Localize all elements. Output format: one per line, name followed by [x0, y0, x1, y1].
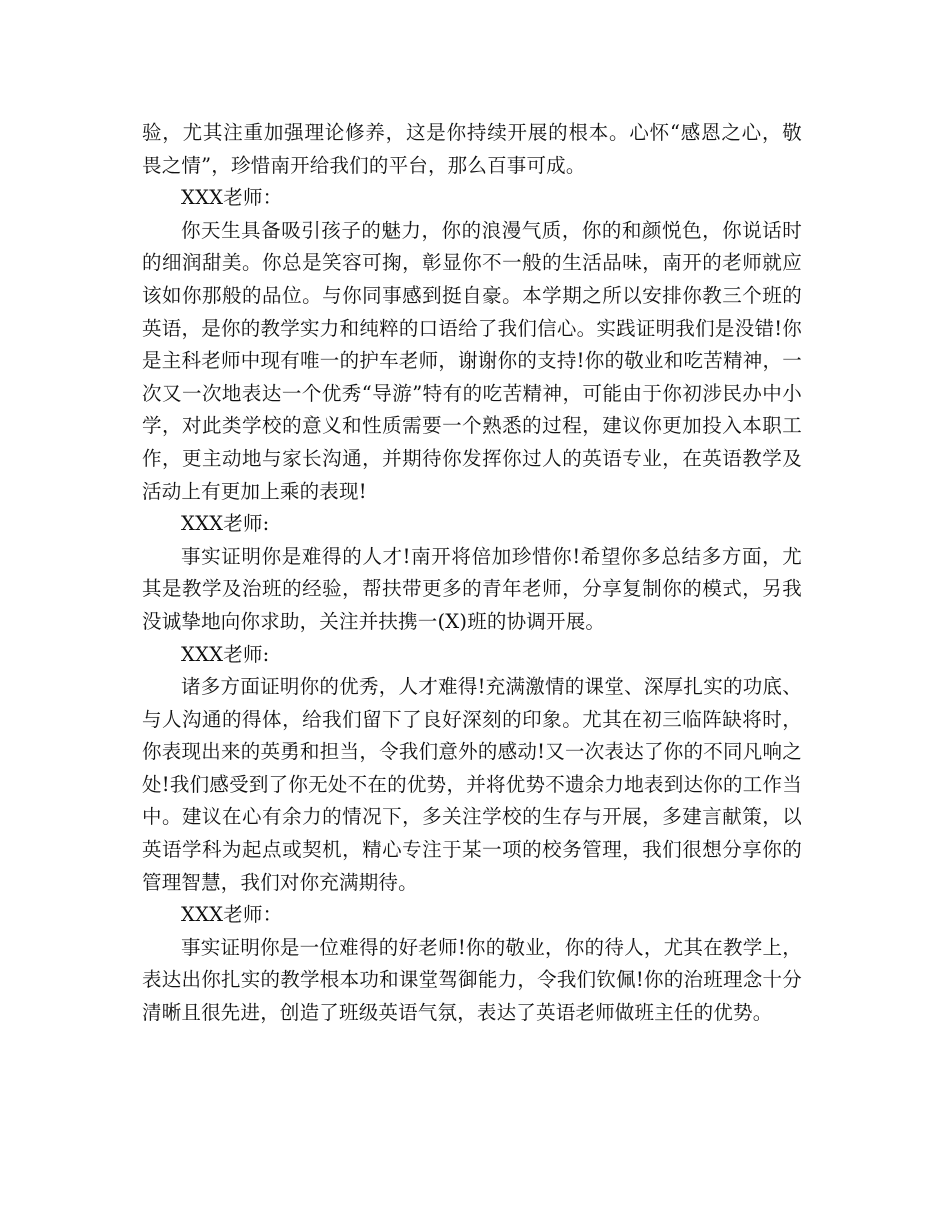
paragraph-2: 事实证明你是难得的人才!南开将倍加珍惜你!希望你多总结多方面，尤其是教学及治班的经验，帮扶带更多的青年老师，分享复制你的模式，另我没诚挚地向你求助，关注并扶携一(X)班的协调开展。	[142, 544, 802, 633]
salutation-1: XXX老师：	[181, 186, 283, 210]
salutation-2: XXX老师:	[181, 512, 270, 536]
paragraph-continuation: 验，尤其注重加强理论修养，这是你持续开展的根本。心怀“感恩之心，敬畏之情”，珍惜南开给我们的平台，那么百事可成。	[142, 121, 802, 177]
paragraph-1: 你天生具备吸引孩子的魅力，你的浪漫气质，你的和颜悦色，你说话时的细润甜美。你总是笑容可掬，彰显你不一般的生活品味，南开的老师就应该如你那般的品位。与你同事感到挺自豪。本学期之所以安排你教三个班的英语，是你的教学实力和纯粹的口语给了我们信心。实践证明我们是没错!你是主科老师中现有唯一的护车老师，谢谢你的支持!你的敬业和吃苦精神，一次又一次地表达一个优秀“导游”特有的吃苦精神，可能由于你初涉民办中小学，对此类学校的意义和性质需要一个熟悉的过程，建议你更加投入本职工作，更主动地与家长沟通，并期待你发挥你过人的英语专业，在英语教学及活动上有更加上乘的表现!	[142, 218, 802, 503]
document-body	[142, 117, 802, 1030]
salutation-4: XXX老师：	[181, 903, 283, 927]
salutation-3: XXX老师:	[181, 642, 270, 666]
paragraph-4: 事实证明你是一位难得的好老师!你的敬业，你的待人，尤其在教学上，表达出你扎实的教学根本功和课堂驾御能力，令我们钦佩!你的治班理念十分清晰且很先进，创造了班级英语气氛，表达了英语老师做班主任的优势。	[142, 935, 802, 1025]
paragraph-3: 诸多方面证明你的优秀，人才难得!充满激情的课堂、深厚扎实的功底、与人沟通的得体，给我们留下了良好深刻的印象。尤其在初三临阵缺将时，你表现出来的英勇和担当，令我们意外的感动!又一次表达了你的不同凡响之处!我们感受到了你无处不在的优势，并将优势不遗余力地表到达你的工作当中。建议在心有余力的情况下，多关注学校的生存与开展，多建言献策，以英语学科为起点或契机，精心专注于某一项的校务管理，我们很想分享你的管理智慧，我们对你充满期待。	[142, 675, 802, 894]
